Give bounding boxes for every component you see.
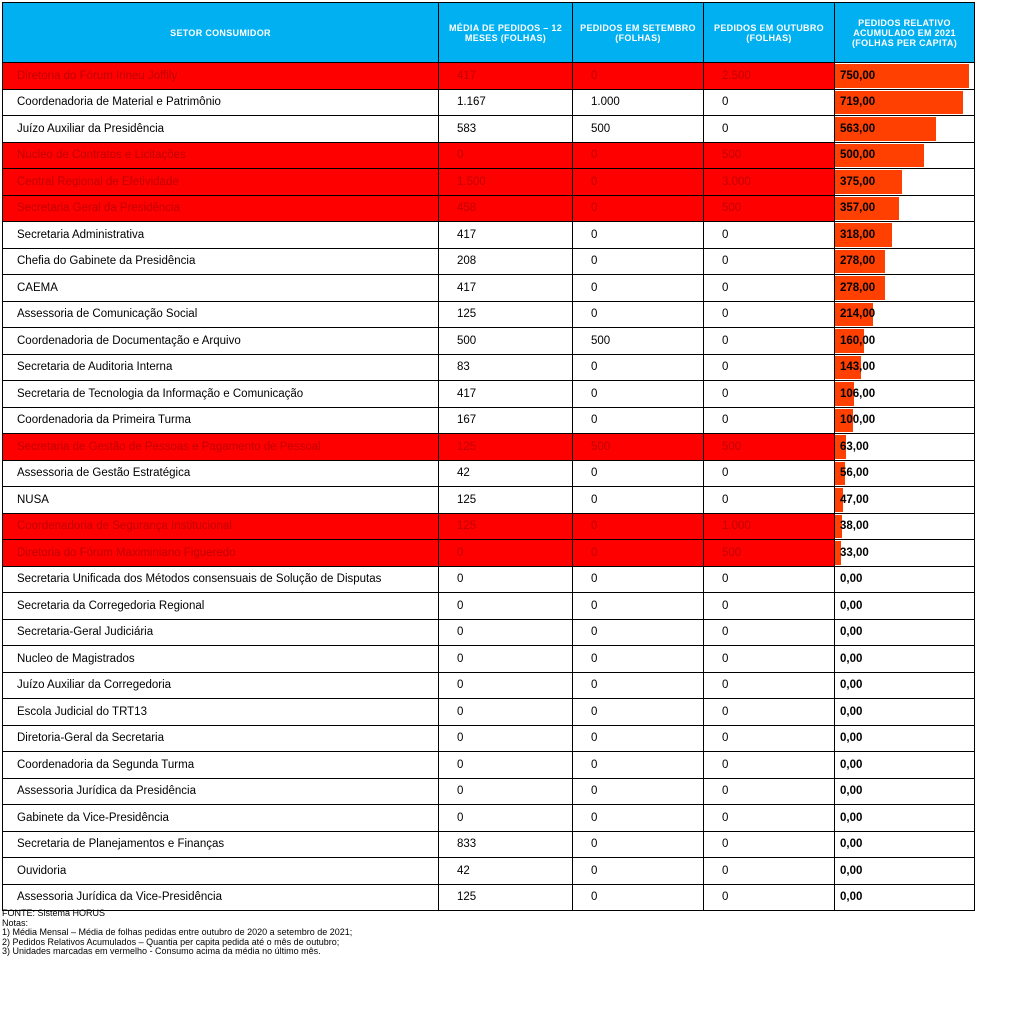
cell-media: 0 [439,646,573,673]
table-row [3,672,975,699]
cell-acumulado [835,169,975,196]
cell-setor: Juízo Auxiliar da Presidência [3,116,439,143]
cell-media: 0 [439,725,573,752]
cell-setor: Secretaria de Planejamentos e Finanças [3,831,439,858]
cell-outubro: 0 [704,460,835,487]
per-capita-value: 750,00 [840,69,876,82]
table-row [3,831,975,858]
per-capita-value: 0,00 [840,785,863,798]
notes-title: Notas: [2,917,29,928]
cell-setor: Ouvidoria [3,858,439,885]
cell-acumulado [835,858,975,885]
table-body [3,63,975,911]
cell-setor: Gabinete da Vice-Presidência [3,805,439,832]
cell-acumulado [835,699,975,726]
cell-outubro: 0 [704,487,835,514]
cell-outubro: 0 [704,805,835,832]
cell-outubro: 0 [704,328,835,355]
per-capita-value: 719,00 [840,96,876,109]
note-line: 2) Pedidos Relativos Acumulados – Quantia per capita pedida até o mês de outubro; [2,936,340,947]
table-row [3,275,975,302]
consumption-report [2,2,974,911]
cell-media: 0 [439,540,573,567]
table-row [3,222,975,249]
cell-setembro: 0 [573,195,704,222]
cell-outubro: 0 [704,381,835,408]
cell-outubro: 0 [704,778,835,805]
cell-media: 417 [439,222,573,249]
table-row [3,752,975,779]
cell-setor: Assessoria de Gestão Estratégica [3,460,439,487]
table-row [3,778,975,805]
table-row [3,460,975,487]
per-capita-value: 56,00 [840,467,869,480]
cell-media: 0 [439,593,573,620]
cell-setembro: 0 [573,381,704,408]
cell-setembro: 0 [573,593,704,620]
cell-acumulado [835,195,975,222]
cell-setembro: 0 [573,699,704,726]
cell-outubro: 0 [704,354,835,381]
per-capita-value: 100,00 [840,414,876,427]
cell-setembro: 0 [573,566,704,593]
cell-setor: Central Regional de Efetividade [3,169,439,196]
cell-setembro: 0 [573,460,704,487]
cell-acumulado [835,222,975,249]
per-capita-value: 0,00 [840,891,863,904]
table-row [3,142,975,169]
cell-outubro: 0 [704,699,835,726]
per-capita-value: 318,00 [840,228,876,241]
cell-setor: Secretaria da Corregedoria Regional [3,593,439,620]
per-capita-value: 0,00 [840,652,863,665]
cell-outubro: 0 [704,646,835,673]
cell-acumulado [835,248,975,275]
per-capita-value: 0,00 [840,573,863,586]
source-note: FONTE: Sistema HORUS [2,908,106,918]
cell-setembro: 0 [573,619,704,646]
per-capita-value: 278,00 [840,281,876,294]
per-capita-value: 500,00 [840,149,876,162]
cell-acumulado [835,831,975,858]
table-row [3,169,975,196]
cell-setembro: 500 [573,434,704,461]
table-row [3,725,975,752]
cell-media: 0 [439,142,573,169]
cell-setembro: 0 [573,646,704,673]
header-setembro: PEDIDOS EM SETEMBRO (FOLHAS) [573,3,704,63]
cell-media: 417 [439,381,573,408]
cell-setembro: 0 [573,222,704,249]
table-row [3,540,975,567]
cell-setor: Secretaria Geral da Presidência [3,195,439,222]
table-row [3,328,975,355]
cell-outubro: 0 [704,407,835,434]
cell-setembro: 0 [573,805,704,832]
per-capita-value: 0,00 [840,811,863,824]
table-row [3,248,975,275]
cell-acumulado [835,566,975,593]
cell-setembro: 0 [573,407,704,434]
cell-setembro: 0 [573,831,704,858]
cell-setor: Secretaria de Gestão de Pessoas e Pagamento de Pessoal [3,434,439,461]
cell-media: 125 [439,513,573,540]
table-row [3,63,975,90]
cell-acumulado [835,89,975,116]
cell-setor: Secretaria de Auditoria Interna [3,354,439,381]
cell-setembro: 0 [573,301,704,328]
table-row [3,116,975,143]
cell-outubro: 0 [704,275,835,302]
table-row [3,805,975,832]
cell-media: 125 [439,884,573,911]
cell-setor: Escola Judicial do TRT13 [3,699,439,726]
cell-acumulado [835,328,975,355]
cell-acumulado [835,540,975,567]
per-capita-value: 278,00 [840,255,876,268]
cell-acumulado [835,513,975,540]
footer-notes [2,909,352,957]
cell-outubro: 2.500 [704,63,835,90]
cell-setembro: 0 [573,884,704,911]
cell-media: 1.167 [439,89,573,116]
cell-setembro: 0 [573,248,704,275]
table-header [3,3,975,63]
cell-outubro: 500 [704,540,835,567]
cell-media: 417 [439,63,573,90]
header-setor: SETOR CONSUMIDOR [3,3,439,63]
cell-setor: Chefia do Gabinete da Presidência [3,248,439,275]
cell-acumulado [835,725,975,752]
cell-setor: Secretaria Administrativa [3,222,439,249]
cell-acumulado [835,593,975,620]
cell-setembro: 0 [573,672,704,699]
per-capita-value: 106,00 [840,387,876,400]
note-line: 1) Média Mensal – Média de folhas pedidas entre outubro de 2020 a setembro de 2021; [2,927,353,938]
table-row [3,566,975,593]
cell-acumulado [835,354,975,381]
cell-media: 500 [439,328,573,355]
cell-outubro: 0 [704,248,835,275]
cell-outubro: 0 [704,116,835,143]
cell-acumulado [835,672,975,699]
per-capita-value: 0,00 [840,626,863,639]
cell-acumulado [835,63,975,90]
cell-media: 833 [439,831,573,858]
cell-media: 125 [439,301,573,328]
cell-outubro: 0 [704,593,835,620]
cell-acumulado [835,805,975,832]
cell-setembro: 500 [573,116,704,143]
per-capita-value: 38,00 [840,520,869,533]
cell-setembro: 0 [573,142,704,169]
cell-setembro: 0 [573,540,704,567]
cell-acumulado [835,142,975,169]
cell-setor: Coordenadoria da Segunda Turma [3,752,439,779]
cell-outubro: 500 [704,195,835,222]
table-row [3,89,975,116]
per-capita-value: 214,00 [840,308,876,321]
cell-setembro: 0 [573,275,704,302]
per-capita-value: 357,00 [840,202,876,215]
cell-setor: Nucleo de Contratos e Licitações [3,142,439,169]
cell-media: 0 [439,752,573,779]
cell-media: 42 [439,460,573,487]
cell-setor: Juízo Auxiliar da Corregedoria [3,672,439,699]
cell-setor: Coordenadoria de Segurança Institucional [3,513,439,540]
cell-outubro: 0 [704,619,835,646]
cell-media: 42 [439,858,573,885]
cell-outubro: 0 [704,672,835,699]
note-line: 3) Unidades marcadas em vermelho - Consumo acima da média no último mês. [2,946,321,957]
cell-acumulado [835,381,975,408]
cell-setor: Diretoria-Geral da Secretaria [3,725,439,752]
cell-setembro: 0 [573,858,704,885]
cell-outubro: 0 [704,89,835,116]
cell-media: 0 [439,672,573,699]
cell-media: 583 [439,116,573,143]
table-row [3,646,975,673]
cell-setembro: 0 [573,725,704,752]
cell-setor: Nucleo de Magistrados [3,646,439,673]
cell-outubro: 0 [704,831,835,858]
cell-outubro: 500 [704,142,835,169]
cell-outubro: 500 [704,434,835,461]
cell-outubro: 3.000 [704,169,835,196]
per-capita-value: 563,00 [840,122,876,135]
cell-setembro: 0 [573,752,704,779]
per-capita-value: 0,00 [840,705,863,718]
table-row [3,434,975,461]
per-capita-value: 143,00 [840,361,876,374]
cell-media: 417 [439,275,573,302]
table-row [3,884,975,911]
per-capita-value: 375,00 [840,175,876,188]
cell-media: 83 [439,354,573,381]
cell-acumulado [835,301,975,328]
table-row [3,487,975,514]
cell-acumulado [835,434,975,461]
per-capita-value: 0,00 [840,679,863,692]
cell-outubro: 0 [704,884,835,911]
cell-media: 0 [439,619,573,646]
cell-setor: Assessoria de Comunicação Social [3,301,439,328]
per-capita-value: 0,00 [840,838,863,851]
header-outubro: PEDIDOS EM OUTUBRO (FOLHAS) [704,3,835,63]
cell-outubro: 0 [704,752,835,779]
cell-setembro: 0 [573,63,704,90]
per-capita-value: 0,00 [840,599,863,612]
cell-acumulado [835,646,975,673]
cell-outubro: 0 [704,858,835,885]
header-media: MÉDIA DE PEDIDOS – 12 MESES (FOLHAS) [439,3,573,63]
per-capita-value: 0,00 [840,864,863,877]
cell-media: 0 [439,778,573,805]
cell-media: 208 [439,248,573,275]
cell-setor: Assessoria Jurídica da Presidência [3,778,439,805]
per-capita-value: 47,00 [840,493,869,506]
cell-setembro: 0 [573,513,704,540]
cell-setembro: 500 [573,328,704,355]
cell-media: 167 [439,407,573,434]
cell-outubro: 0 [704,222,835,249]
cell-setembro: 0 [573,778,704,805]
table-row [3,619,975,646]
cell-acumulado [835,116,975,143]
cell-acumulado [835,407,975,434]
header-acumulado: PEDIDOS RELATIVO ACUMULADO EM 2021 (FOLHAS PER CAPITA) [835,3,975,63]
cell-acumulado [835,275,975,302]
table-row [3,381,975,408]
cell-setembro: 0 [573,169,704,196]
cell-setor: Coordenadoria de Documentação e Arquivo [3,328,439,355]
cell-media: 0 [439,699,573,726]
cell-setor: Assessoria Jurídica da Vice-Presidência [3,884,439,911]
cell-setor: Coordenadoria de Material e Patrimônio [3,89,439,116]
per-capita-value: 63,00 [840,440,869,453]
cell-setor: CAEMA [3,275,439,302]
cell-acumulado [835,752,975,779]
cell-acumulado [835,460,975,487]
cell-setor: Diretoria do Fórum Irineu Joffily [3,63,439,90]
table-row [3,301,975,328]
table-row [3,513,975,540]
cell-setor: Secretaria Unificada dos Métodos consensuais de Solução de Disputas [3,566,439,593]
cell-acumulado [835,619,975,646]
table-row [3,195,975,222]
table-row [3,858,975,885]
cell-acumulado [835,487,975,514]
per-capita-value: 0,00 [840,758,863,771]
table-row [3,354,975,381]
cell-media: 458 [439,195,573,222]
table-row [3,699,975,726]
cell-media: 125 [439,434,573,461]
per-capita-value: 0,00 [840,732,863,745]
cell-acumulado [835,778,975,805]
table-row [3,593,975,620]
cell-outubro: 1.000 [704,513,835,540]
per-capita-value: 160,00 [840,334,876,347]
cell-media: 0 [439,805,573,832]
cell-setor: Coordenadoria da Primeira Turma [3,407,439,434]
cell-outubro: 0 [704,301,835,328]
cell-outubro: 0 [704,566,835,593]
per-capita-value: 33,00 [840,546,869,559]
cell-media: 1.500 [439,169,573,196]
cell-setembro: 0 [573,487,704,514]
cell-setembro: 0 [573,354,704,381]
consumption-table [2,2,975,911]
cell-setor: Diretoria do Fórum Maximiniano Figueredo [3,540,439,567]
cell-media: 125 [439,487,573,514]
cell-outubro: 0 [704,725,835,752]
table-row [3,407,975,434]
cell-setor: NUSA [3,487,439,514]
cell-setembro: 1.000 [573,89,704,116]
cell-media: 0 [439,566,573,593]
cell-setor: Secretaria de Tecnologia da Informação e Comunicação [3,381,439,408]
cell-setor: Secretaria-Geral Judiciária [3,619,439,646]
cell-acumulado [835,884,975,911]
